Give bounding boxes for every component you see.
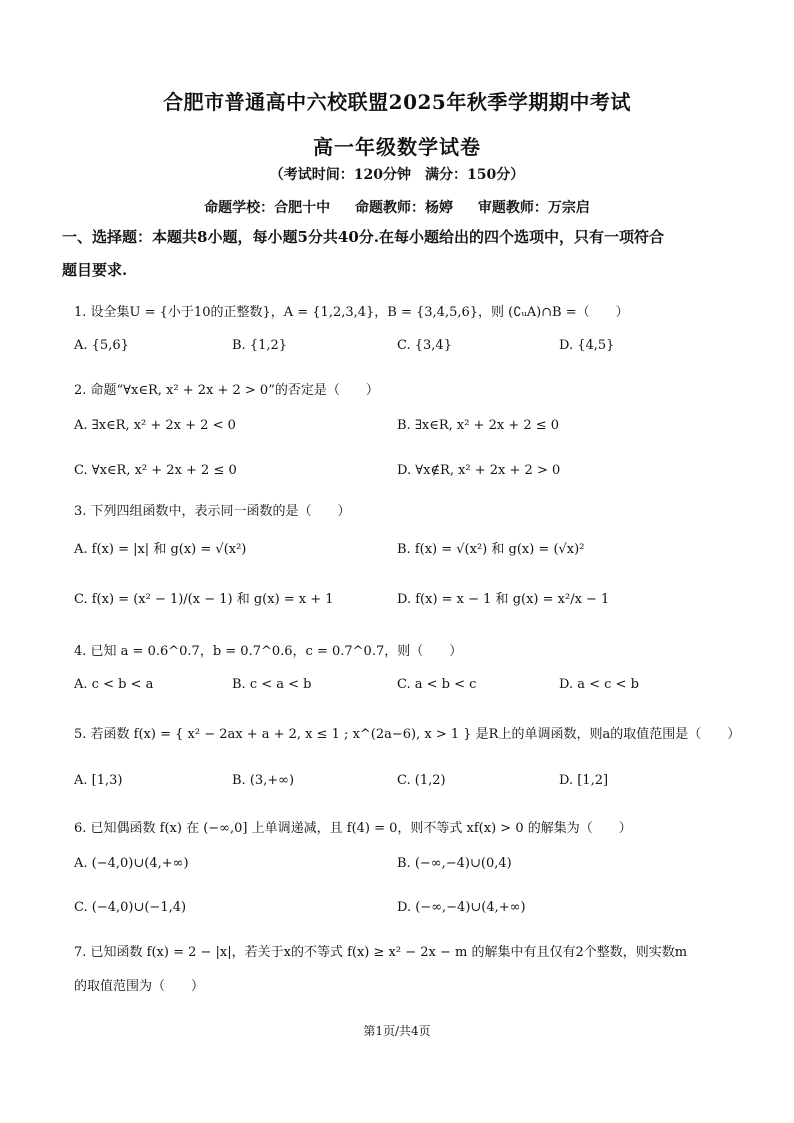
q1-option-c: C. {3,4} <box>397 338 452 353</box>
question-7-cont: 的取值范围为（ ） <box>74 979 205 994</box>
question-3: 3. 下列四组函数中，表示同一函数的是（ ） <box>74 504 351 519</box>
q2-option-b: B. ∃x∈R, x² + 2x + 2 ≤ 0 <box>397 418 560 433</box>
question-7: 7. 已知函数 f(x) = 2 − |x|，若关于x的不等式 f(x) ≥ x² − 2x − m 的解集中有且仅有2个整数，则实数m <box>74 945 688 960</box>
q4-option-c: C. a < b < c <box>397 677 477 692</box>
q1-option-a: A. {5,6} <box>74 338 129 353</box>
q3-option-c: C. f(x) = (x² − 1)/(x − 1) 和 g(x) = x + 1 <box>74 592 334 607</box>
q3-option-b: B. f(x) = √(x²) 和 g(x) = (√x)² <box>397 542 585 557</box>
q1-option-b: B. {1,2} <box>232 338 288 353</box>
q5-option-c: C. (1,2) <box>397 773 446 788</box>
q6-option-a: A. (−4,0)∪(4,+∞) <box>74 856 189 871</box>
q2-option-d: D. ∀x∉R, x² + 2x + 2 > 0 <box>397 463 561 478</box>
question-6: 6. 已知偶函数 f(x) 在 (−∞,0] 上单调递减，且 f(4) = 0，则不等式 xf(x) > 0 的解集为（ ） <box>74 821 632 836</box>
question-1: 1. 设全集U = {小于10的正整数}，A = {1,2,3,4}，B = {3,4,5,6}，则 (∁ᵤA)∩B =（ ） <box>74 305 629 320</box>
reviewer-label: 审题教师：万宗启 <box>477 200 590 216</box>
exam-title: 合肥市普通高中六校联盟2025年秋季学期期中考试 <box>163 90 631 114</box>
q3-option-a: A. f(x) = |x| 和 g(x) = √(x²) <box>74 542 247 557</box>
q1-option-d: D. {4,5} <box>559 338 615 353</box>
q6-option-d: D. (−∞,−4)∪(4,+∞) <box>397 900 526 915</box>
q5-option-b: B. (3,+∞) <box>232 773 295 788</box>
question-5: 5. 若函数 f(x) = { x² − 2ax + a + 2, x ≤ 1 ; x^(2a−6), x > 1 } 是R上的单调函数，则a的取值范围是（ ） <box>74 727 741 742</box>
section-heading: 一、选择题：本题共8小题，每小题5分共40分.在每小题给出的四个选项中，只有一项符合 <box>62 228 664 246</box>
q5-option-d: D. [1,2] <box>559 773 609 788</box>
school-label: 命题学校：合肥十中 <box>204 200 331 216</box>
q6-option-b: B. (−∞,−4)∪(0,4) <box>397 856 512 871</box>
q4-option-b: B. c < a < b <box>232 677 312 692</box>
exam-subtitle: 高一年级数学试卷 <box>313 135 481 159</box>
question-4: 4. 已知 a = 0.6^0.7，b = 0.7^0.6，c = 0.7^0.7，则（ ） <box>74 644 463 659</box>
q4-option-d: D. a < c < b <box>559 677 639 692</box>
q6-option-c: C. (−4,0)∪(−1,4) <box>74 900 187 915</box>
question-2: 2. 命题“∀x∈R, x² + 2x + 2 > 0”的否定是（ ） <box>74 383 379 398</box>
q5-option-a: A. [1,3) <box>74 773 123 788</box>
section-heading-cont: 题目要求. <box>62 261 128 279</box>
q2-option-a: A. ∃x∈R, x² + 2x + 2 < 0 <box>74 418 236 433</box>
q2-option-c: C. ∀x∈R, x² + 2x + 2 ≤ 0 <box>74 463 237 478</box>
q3-option-d: D. f(x) = x − 1 和 g(x) = x²/x − 1 <box>397 592 610 607</box>
q4-option-a: A. c < b < a <box>74 677 154 692</box>
page-footer: 第1页/共4页 <box>363 1024 431 1038</box>
exam-staff <box>0 197 794 217</box>
author-label: 命题教师：杨婷 <box>355 200 453 216</box>
exam-info: （考试时间：120分钟 满分：150分） <box>269 167 525 183</box>
